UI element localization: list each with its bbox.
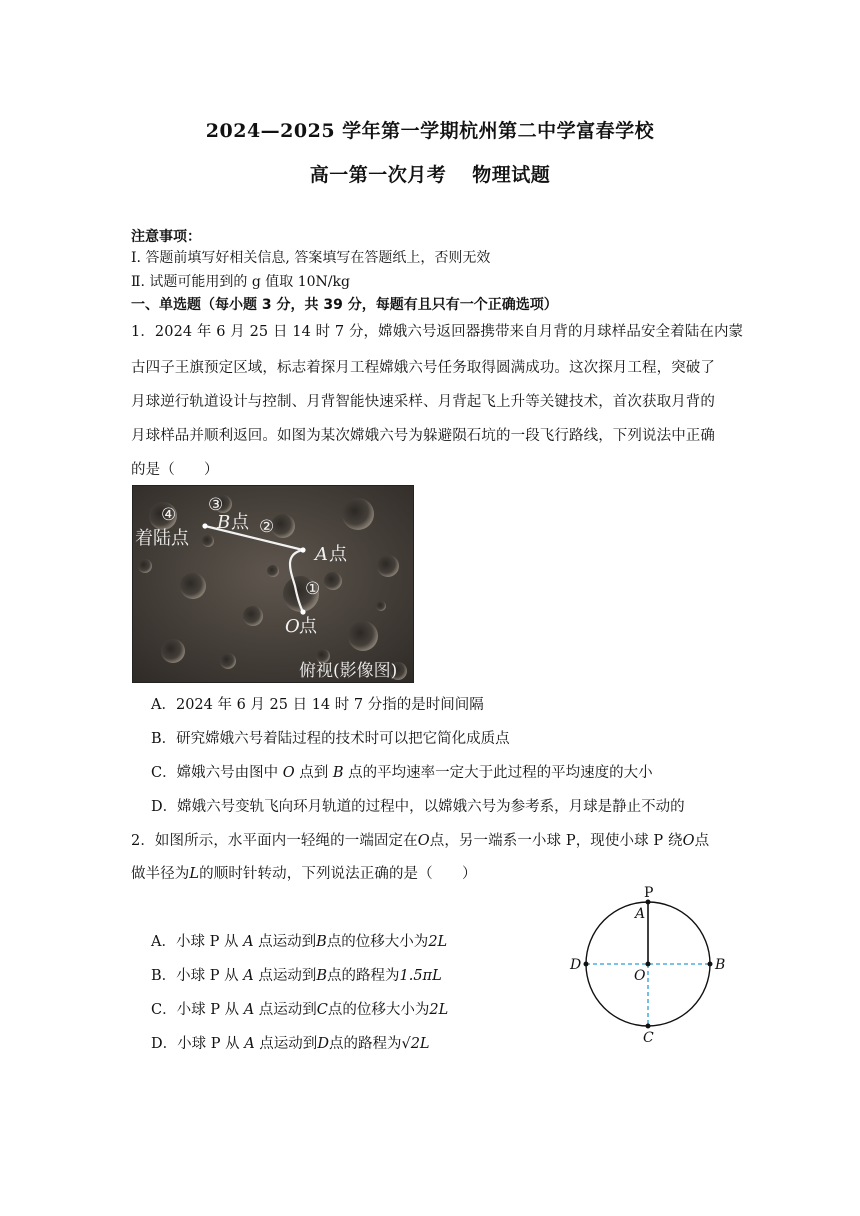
point-O-marker [646,962,651,967]
exam-title-line2 [0,160,860,187]
q1-line-5: 的是（ ） [131,462,219,478]
point-A-marker [300,547,305,552]
label-A: A [635,906,646,922]
q2-line-2: 做半径为L的顺时针转动，下列说法正确的是（ ） [131,866,477,882]
label-4: ④ [161,505,177,525]
point-O-marker [300,609,305,614]
q1-option-d[interactable]: D．嫦娥六号变轨飞向环月轨道的过程中，以嫦娥六号为参考系，月球是静止不动的 [151,799,685,815]
q1-line-3: 月球逆行轨道设计与控制、月背智能快速采样、月背起飞上升等关键技术，首次获取月背的 [131,394,715,410]
circle-motion-figure [560,880,740,1050]
label-A-suffix: 点 [329,544,347,565]
exam-title-part2: 物理试题 [472,164,551,186]
label-C: C [643,1030,654,1046]
label-landing: 着陆点 [135,528,189,549]
exam-title-part1: 高一第一次月考 [309,164,447,186]
point-D-marker [584,962,589,967]
q1-option-b[interactable]: B．研究嫦娥六号着陆过程的技术时可以把它简化成质点 [151,731,510,747]
moon-surface-figure [132,485,414,683]
section-heading: 一、单选题（每小题 3 分，共 39 分，每题有且只有一个正确选项） [131,297,558,313]
label-3: ③ [208,495,224,515]
label-B-suffix: 点 [231,512,249,533]
figure-caption: 俯视(影像图) [299,661,398,681]
point-C-marker [646,1024,651,1029]
label-B: B [715,957,726,973]
q2-option-a[interactable]: A．小球 P 从 A 点运动到B点的位移大小为2L [151,934,448,950]
point-B-marker [708,962,713,967]
label-2: ② [259,517,275,537]
label-O: O [285,616,300,637]
point-B-marker [202,523,207,528]
q1-line-4: 月球样品并顺利返回。如图为某次嫦娥六号为躲避陨石坑的一段飞行路线，下列说法中正确 [131,428,715,444]
q1-option-c[interactable]: C．嫦娥六号由图中 O 点到 B 点的平均速率一定大于此过程的平均速度的大小 [151,765,653,781]
label-A: A [315,544,328,565]
label-P: P [644,885,654,901]
q2-option-c[interactable]: C．小球 P 从 A 点运动到C点的位移大小为2L [151,1002,449,1018]
notes-heading: 注意事项： [131,229,201,245]
note-item-2: Ⅱ. 试题可能用到的 g 值取 10N/kg [131,274,350,290]
label-O-suffix: 点 [299,616,317,637]
q1-option-a[interactable]: A．2024 年 6 月 25 日 14 时 7 分指的是时间间隔 [151,697,484,713]
note-item-1: Ⅰ. 答题前填写好相关信息, 答案填写在答题纸上，否则无效 [131,250,491,266]
exam-title-line1: 2024—2025 学年第一学期杭州第二中学富春学校 [205,120,655,142]
label-1: ① [305,579,321,599]
label-O: O [634,968,646,984]
q1-line-1: 1．2024 年 6 月 25 日 14 时 7 分，嫦娥六号返回器携带来自月背的月球样品安全着陆在内蒙 [131,324,744,340]
label-D: D [570,957,582,973]
q2-option-b[interactable]: B．小球 P 从 A 点运动到B点的路程为1.5πL [151,968,442,984]
q1-line-2: 古四子王旗预定区域，标志着探月工程嫦娥六号任务取得圆满成功。这次探月工程，突破了 [131,360,715,376]
q2-option-d[interactable]: D．小球 P 从 A 点运动到D点的路程为√2L [151,1036,430,1052]
q2-line-1: 2．如图所示，水平面内一轻绳的一端固定在O点，另一端系一小球 P，现使小球 P 绕O点 [131,833,710,849]
label-B: B [217,512,231,533]
